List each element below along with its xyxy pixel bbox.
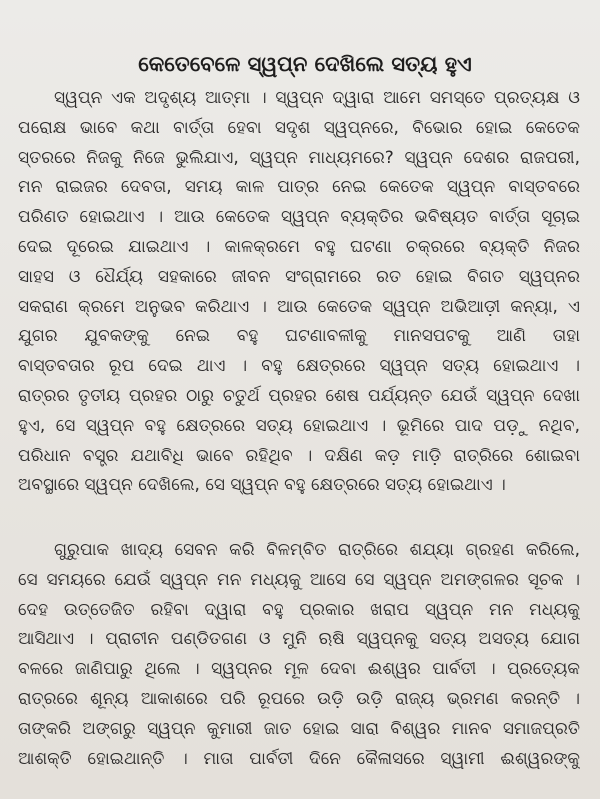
text-line: ଦେହ ଉତ୍ତେଜିତ ରହିବା ଦ୍ୱାରା ବହୁ ପ୍ରକାର ଖରାପ ସ୍ୱପ୍ନ ମନ ମଧ୍ୟକୁ [18,599,580,620]
text-line: ସେ ସମୟରେ ଯେଉଁ ସ୍ୱପ୍ନ ମନ ମଧ୍ୟକୁ ଆସେ ସେ ସ୍ୱପ୍ନ ଅମଙ୍ଗଳର ସୂଚକ । [18,569,580,590]
text-line: ଦେଇ ଦୂରେଇ ଯାଇଥାଏ । କାଳକ୍ରମେ ବହୁ ଘଟଣା ଚକ୍ରରେ ବ୍ୟକ୍ତି ନିଜର [18,236,580,257]
paragraph-1 [18,84,580,501]
text-line: ସ୍ତରରେ ନିଜକୁ ନିଜେ ଭୁଲିଯାଏ, ସ୍ୱପ୍ନ ମାଧ୍ୟମରେ? ସ୍ୱପ୍ନ ଦେଶର ରାଜପରୀ, [18,147,580,168]
text-line: ମନ ରାଇଜର ଦେବତା, ସମୟ କାଳ ପାତ୍ର ନେଇ କେତେକ ସ୍ୱପ୍ନ ବାସ୍ତବରେ [18,177,580,198]
text-line: ହୁଏ, ସେ ସ୍ୱପ୍ନ ବହୁ କ୍ଷେତ୍ରରେ ସତ୍ୟ ହୋଇଥାଏ । ଭୂମିରେ ପାଦ ପଡ଼ୁ ନଥିବ, [18,415,580,436]
text-line: ପରିଣତ ହୋଇଥାଏ । ଆଉ କେତେକ ସ୍ୱପ୍ନ ବ୍ୟକ୍ତିର ଭବିଷ୍ୟତ ବାର୍ତ୍ତା ସୂଚାଇ [18,207,580,228]
text-line: ଆସିଥାଏ । ପ୍ରାଚୀନ ପଣ୍ଡିତଗଣ ଓ ମୁନି ଋଷି ସ୍ୱପ୍ନକୁ ସତ୍ୟ ଅସତ୍ୟ ଯୋଗ [18,629,580,650]
text-line: ରାତ୍ରରେ ଶୂନ୍ୟ ଆକାଶରେ ପରି ରୂପରେ ଉଡ଼ି ଉଡ଼ି ରାଜ୍ୟ ଭ୍ରମଣ କରନ୍ତି । [18,688,580,709]
text-line: ସ୍ୱପ୍ନ ଏକ ଅଦୃଶ୍ୟ ଆତ୍ମା । ସ୍ୱପ୍ନ ଦ୍ୱାରା ଆମେ ସମସ୍ତେ ପ୍ରତ୍ୟକ୍ଷ ଓ [54,88,580,108]
text-line: ଅବସ୍ଥାରେ ସ୍ୱପ୍ନ ଦେଖିଲେ, ସେ ସ୍ୱପ୍ନ ବହୁ କ୍ଷେତ୍ରରେ ସତ୍ୟ ହୋଇଥାଏ । [18,475,506,496]
text-line: ତାଙ୍କରି ଅଙ୍ଗରୁ ସ୍ୱପ୍ନ କୁମାରୀ ଜାତ ହୋଇ ସାରା ବିଶ୍ୱର ମାନବ ସମାଜପ୍ରତି [18,718,580,739]
text-line: ବଳରେ ଜାଣିପାରୁ ଥିଲେ । ସ୍ୱପ୍ନର ମୂଳ ଦେବା ଈଶ୍ୱର ପାର୍ବତୀ । ପ୍ରତ୍ୟେକ [18,659,580,680]
text-line: ବାସ୍ତବତାର ରୂପ ଦେଇ ଥାଏ । ବହୁ କ୍ଷେତ୍ରରେ ସ୍ୱପ୍ନ ସତ୍ୟ ହୋଇଥାଏ । [18,356,580,377]
text-line: ଗୁରୁପାକ ଖାଦ୍ୟ ସେବନ କରି ବିଳମ୍ବିତ ରାତ୍ରିରେ ଶଯ୍ୟା ଗ୍ରହଣ କରିଲେ, [54,540,580,560]
page-title: କେତେବେଳେ ସ୍ୱପ୍ନ ଦେଖିଲେ ସତ୍ୟ ହୁଏ [138,52,472,77]
paragraph-2 [18,536,580,774]
text-line: ଆଶକ୍ତି ହୋଇଥାନ୍ତି । ମାତା ପାର୍ବତୀ ଦିନେ କୈଳାସରେ ସ୍ୱାମୀ ଈଶ୍ୱରଙ୍କୁ [18,748,580,769]
text-line: ପରୋକ୍ଷ ଭାବେ କଥା ବାର୍ତ୍ତା ହେବା ସଦୃଶ ସ୍ୱପ୍ନରେ, ବିଭୋର ହୋଇ କେତେକ [18,117,580,138]
text-line: ସକରାଣ କ୍ରମେ ଅନୁଭବ କରିଥାଏ । ଆଉ କେତେକ ସ୍ୱପ୍ନ ଅଭିଆଡ଼ୀ କନ୍ୟା, ଏ [18,296,580,317]
text-line: ପରିଧାନ ବସ୍ତ୍ର ଯଥାବିଧି ଭାବେ ରହିଥିବ । ଦକ୍ଷିଣ କଡ଼ ମାଡ଼ି ରାତ୍ରିରେ ଶୋଇବା [18,445,580,466]
text-line: ଯୁଗର ଯୁବକଙ୍କୁ ନେଇ ବହୁ ଘଟଣାବଳୀକୁ ମାନସପଟକୁ ଆଣି ତାହା [18,326,580,347]
show-through-text [300,4,500,20]
text-line: ସାହସ ଓ ଧୈର୍ଯ୍ୟ ସହକାରେ ଜୀବନ ସଂଗ୍ରାମରେ ରତ ହୋଇ ବିଗତ ସ୍ୱପ୍ନର [18,266,580,287]
text-line: ରାତ୍ରର ତୃତୀୟ ପ୍ରହର ଠାରୁ ଚତୁର୍ଥ ପ୍ରହର ଶେଷ ପର୍ଯ୍ୟନ୍ତ ଯେଉଁ ସ୍ୱପ୍ନ ଦେଖା [18,385,580,406]
